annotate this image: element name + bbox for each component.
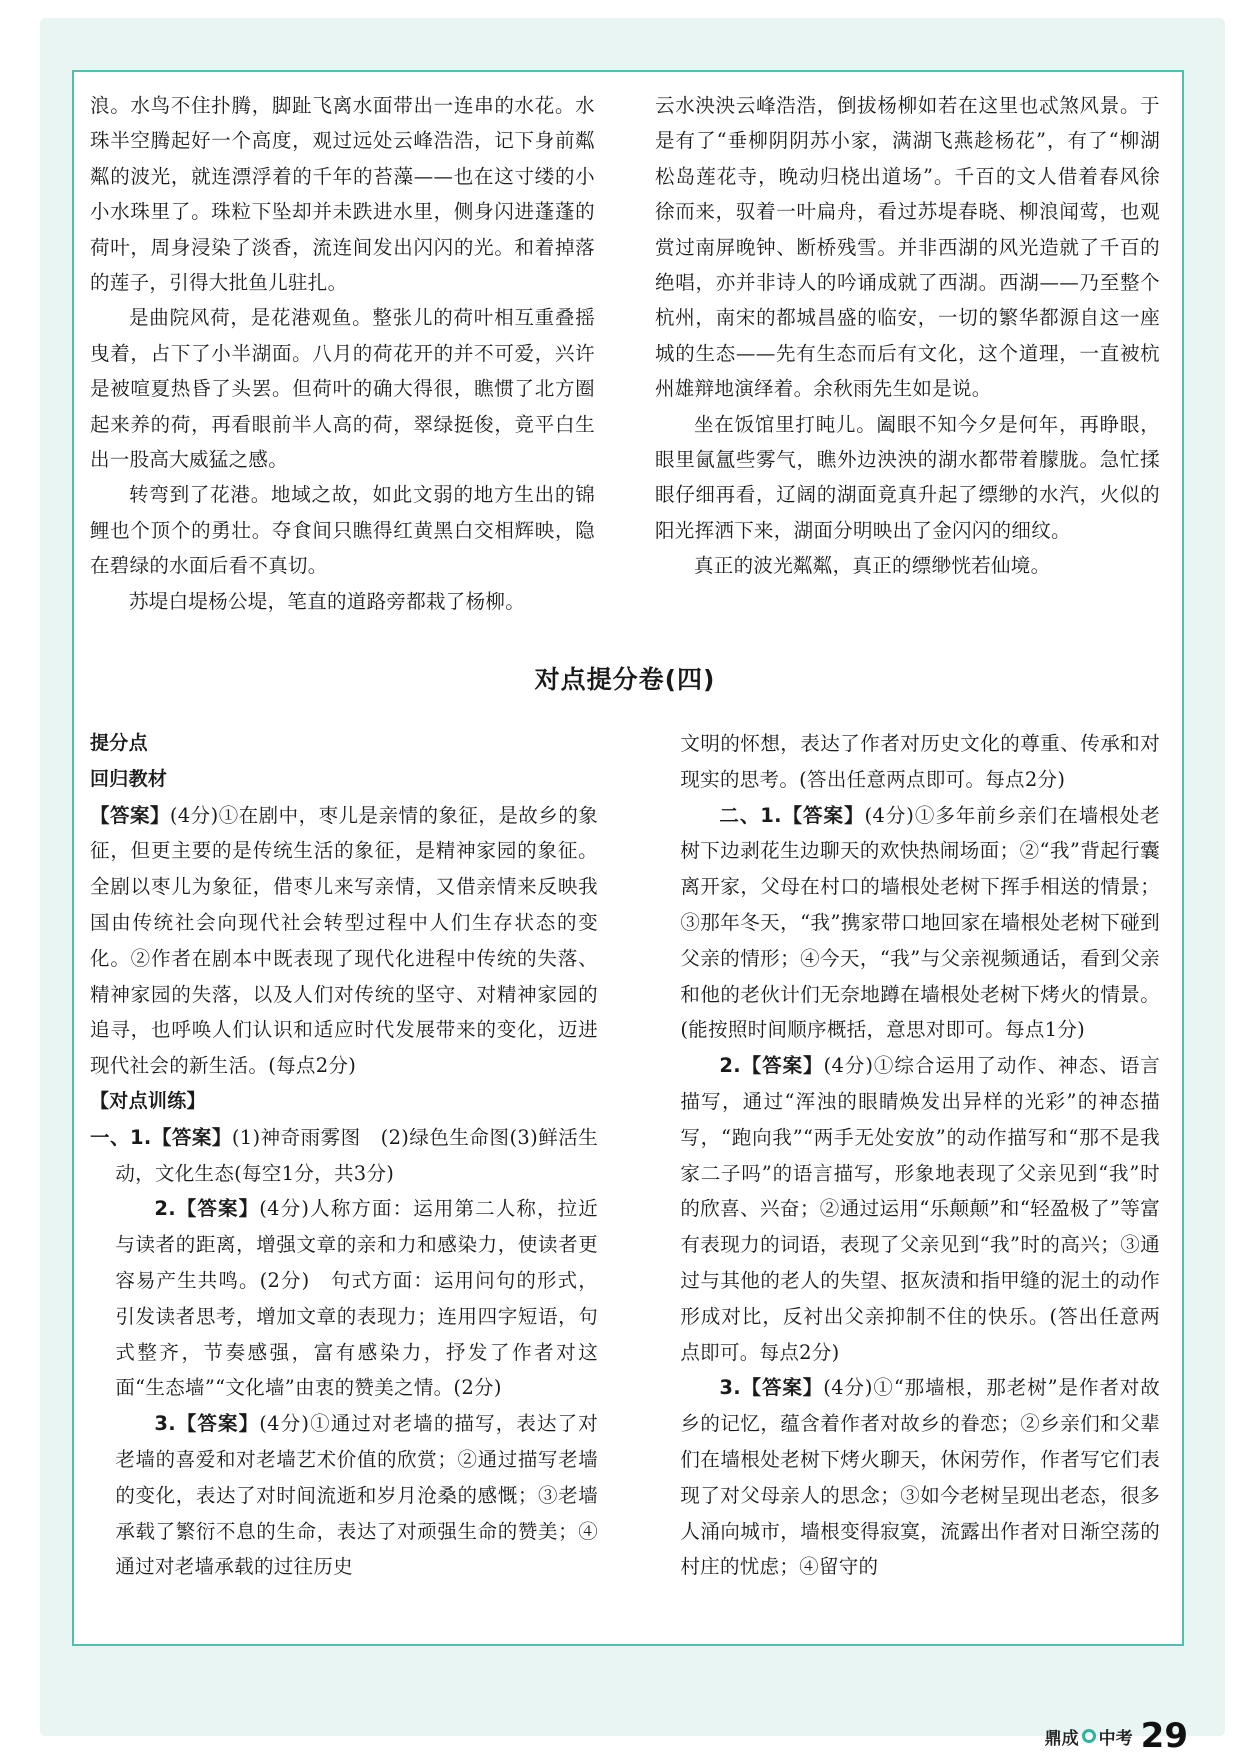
answer-item bbox=[90, 1191, 598, 1406]
passage-paragraph: 转弯到了花港。地域之故，如此文弱的地方生出的锦鲤也个顶个的勇壮。夺食间只瞧得红黄黑白交相辉映，隐在碧绿的水面后看不真切。 bbox=[90, 483, 595, 578]
answer-item bbox=[90, 1120, 598, 1192]
answers-left-column bbox=[90, 726, 598, 1585]
page-number: 29 bbox=[1140, 1716, 1188, 1756]
item-number: 3. bbox=[719, 1376, 741, 1400]
heading-huiguijiaocai: 回归教材 bbox=[90, 767, 168, 790]
passage-paragraph: 苏堤白堤杨公堤，笔直的道路旁都栽了杨柳。 bbox=[129, 589, 526, 613]
item-number: 2. bbox=[154, 1197, 176, 1221]
answer-text: (4分)①多年前乡亲们在墙根处老树下边剥花生边聊天的欢快热闹场面；②“我”背起行囊离开家，父母在村口的墙根处老树下挥手相送的情景；③那年冬天，“我”携家带口地回家在墙根处老树下碰到父亲的情形；④今天，“我”与父亲视频通话，看到父亲和他的老伙计们无奈地蹲在墙根处老树下烤火的情景。(能按照时间顺序概括，意思对即可。每点1分) bbox=[680, 803, 1160, 1042]
answers-right-column bbox=[655, 726, 1160, 1585]
answer-text: (4分)①“那墙根，那老树”是作者对故乡的记忆，蕴含着作者对故乡的眷恋；②乡亲们和父辈们在墙根处老树下烤火聊天，休闲劳作，作者写它们表现了对父母亲人的思念；③如今老树呈现出老态，很多人涌向城市，墙根变得寂寞，流露出作者对日渐空荡的村庄的忧虑；④留守的 bbox=[680, 1376, 1160, 1579]
answer-score: (4分) bbox=[169, 803, 219, 827]
answer-text: ①在剧中，枣儿是亲情的象征，是故乡的象征，但更主要的是传统生活的象征，是精神家园的象征。全剧以枣儿为象征，借枣儿来写亲情，又借亲情来反映我国由传统社会向现代社会转型过程中人们生存状态的变化。②作者在剧本中既表现了现代化进程中传统的失落、精神家园的失落，以及人们对传统的坚守、对精神家园的追寻，也呼唤人们认识和适应时代发展带来的变化，迈进现代社会的新生活。(每点2分) bbox=[90, 803, 599, 1078]
heading-duidianxunlian: 【对点训练】 bbox=[90, 1089, 206, 1112]
section-title: 对点提分卷(四) bbox=[534, 665, 716, 694]
answer-item bbox=[90, 1406, 598, 1585]
item-number: 3. bbox=[154, 1412, 176, 1436]
answer-item bbox=[655, 1370, 1160, 1585]
answer-text: (4分)①通过对老墙的描写，表达了对老墙的喜爱和对老墙艺术价值的欣赏；②通过描写老墙的变化，表达了对时间流逝和岁月沧桑的感慨；③老墙承载了繁衍不息的生命，表达了对顽强生命的赞美；④通过对老墙承载的过往历史 bbox=[115, 1412, 599, 1579]
brand-name-right: 中考 bbox=[1098, 1728, 1133, 1749]
passage-paragraph: 坐在饭馆里打盹儿。阖眼不知今夕是何年，再睁眼，眼里氤氲些雾气，瞧外边泱泱的湖水都带着朦胧。急忙揉眼仔细再看，辽阔的湖面竟真升起了缥缈的水汽，火似的阳光挥洒下来，湖面分明映出了金闪闪的细纹。 bbox=[655, 412, 1160, 542]
answer-label: 【答案】 bbox=[781, 803, 865, 827]
answer-label: 【答案】 bbox=[151, 1125, 232, 1149]
answer-label: 【答案】 bbox=[740, 1054, 824, 1078]
item-number: 二、1. bbox=[719, 803, 782, 827]
passage-paragraph: 是曲院风荷，是花港观鱼。整张儿的荷叶相互重叠摇曳着，占下了小半湖面。八月的荷花开的并不可爱，兴许是被喧夏热昏了头罢。但荷叶的确大得很，瞧惯了北方圈起来养的荷，再看眼前半人高的荷，翠绿挺俊，竟平白生出一股高大威猛之感。 bbox=[90, 306, 595, 472]
answer-text: (4分)人称方面：运用第二人称，拉近与读者的距离，增强文章的亲和力和感染力，使读者更容易产生共鸣。(2分) 句式方面：运用问句的形式，引发读者思考，增加文章的表现力；连用四字短语，句式整齐，节奏感强，富有感染力，抒发了作者对这面“生态墙”“文化墙”由衷的赞美之情。(2分) bbox=[115, 1197, 599, 1400]
item-number: 2. bbox=[719, 1054, 741, 1078]
answer-item bbox=[655, 798, 1160, 1049]
passage-paragraph: 云水泱泱云峰浩浩，倒拔杨柳如若在这里也忒煞风景。于是有了“垂柳阴阴苏小家，满湖飞燕趁杨花”，有了“柳湖松岛莲花寺，晚动归桡出道场”。千百的文人借着春风徐徐而来，驭着一叶扁舟，看过苏堤春晓、柳浪闻莺，也观赏过南屏晚钟、断桥残雪。并非西湖的风光造就了千百的绝唱，亦并非诗人的吟诵成就了西湖。西湖——乃至整个杭州，南宋的都城昌盛的临安，一切的繁华都源自这一座城的生态——先有生态而后有文化，这个道理，一直被杭州雄辩地演绎着。余秋雨先生如是说。 bbox=[655, 94, 1160, 401]
answer-label: 【答案】 bbox=[90, 803, 170, 827]
answer-item bbox=[655, 1048, 1160, 1370]
passage-paragraph: 浪。水鸟不住扑腾，脚趾飞离水面带出一连串的水花。水珠半空腾起好一个高度，观过远处云峰浩浩，记下身前粼粼的波光，就连漂浮着的千年的苔藻——也在这寸缕的小小水珠里了。珠粒下坠却并未跌进水里，侧身闪进蓬蓬的荷叶，周身浸染了淡香，流连间发出闪闪的光。和着掉落的莲子，引得大批鱼儿驻扎。 bbox=[90, 94, 595, 295]
answer-continuation: 文明的怀想，表达了作者对历史文化的尊重、传承和对现实的思考。(答出任意两点即可。每点2分) bbox=[680, 732, 1160, 791]
answer-label: 【答案】 bbox=[175, 1197, 260, 1221]
page-footer bbox=[1045, 1716, 1188, 1756]
brand-ring-icon bbox=[1082, 1729, 1096, 1743]
answer-text: (1)神奇雨雾图 (2)绿色生命图(3)鲜活生动，文化生态(每空1分，共3分) bbox=[115, 1125, 599, 1185]
brand-logo bbox=[1045, 1724, 1133, 1749]
passage-right-column bbox=[655, 88, 1160, 584]
answer-text: (4分)①综合运用了动作、神态、语言描写，通过“浑浊的眼睛焕发出异样的光彩”的神态描写，“跑向我”“两手无处安放”的动作描写和“那不是我家二子吗”的语言描写，形象地表现了父亲见到“我”时的欣喜、兴奋；②通过运用“乐颠颠”和“轻盈极了”等富有表现力的词语，表现了父亲见到“我”时的高兴；③通过与其他的老人的失望、抠灰渍和指甲缝的泥土的动作形成对比，反衬出父亲抑制不住的快乐。(答出任意两点即可。每点2分) bbox=[680, 1054, 1160, 1364]
passage-paragraph: 真正的波光粼粼，真正的缥缈恍若仙境。 bbox=[694, 554, 1051, 578]
heading-tifendian: 提分点 bbox=[90, 732, 148, 754]
answer-label: 【答案】 bbox=[175, 1412, 260, 1436]
item-number: 一、1. bbox=[90, 1125, 152, 1149]
answer-block bbox=[90, 798, 598, 1084]
answer-label: 【答案】 bbox=[740, 1376, 824, 1400]
passage-left-column bbox=[90, 88, 595, 619]
brand-name-left: 鼎成 bbox=[1044, 1728, 1079, 1749]
